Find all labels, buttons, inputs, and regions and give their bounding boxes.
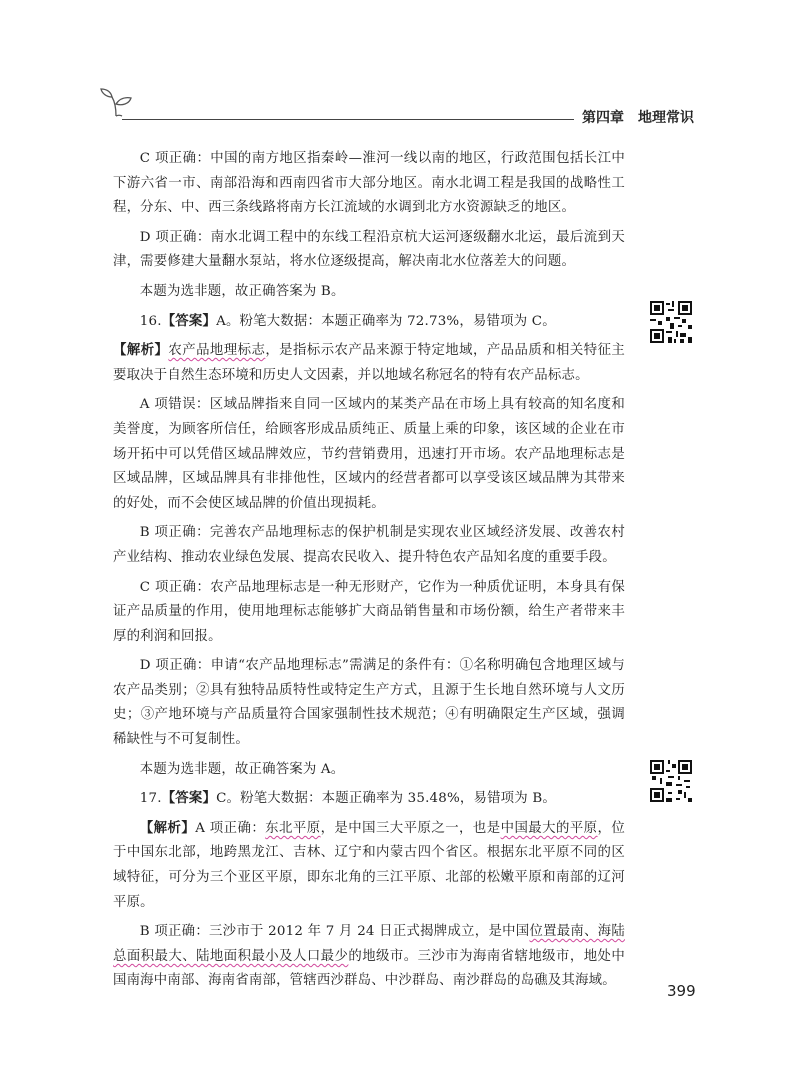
q17-analysis-tag: 【解析】 [139, 820, 196, 836]
q17-answer-text: C。粉笔大数据：本题正确率为 35.48%，易错项为 B。 [216, 791, 556, 807]
chapter-heading [582, 107, 694, 127]
q16-answer-tag: 【答案】 [161, 313, 217, 329]
q17-analysis [113, 817, 625, 915]
paragraph-conclusion-15: 本题为选非题，故正确答案为 B。 [139, 283, 345, 299]
chapter-title: 地理常识 [638, 110, 694, 126]
q17-a-mid: ，是中国三大平原之一，也是 [320, 820, 501, 836]
page-header [0, 0, 800, 130]
q16-analysis-term: 农产品地理标志 [168, 343, 266, 359]
header-rule [122, 119, 574, 120]
q16-answer [113, 310, 625, 335]
q16-option-d: D 项正确：申请“农产品地理标志”需满足的条件有：①名称明确包含地理区域与农产品类别；②具有独特品质特性或特定生产方式，且源于生长地自然环境与人文历史；③产地环境与产品质量符合国家强制性技术规范；④有明确限定生产区域，强调稀缺性与不可复制性。 [113, 658, 625, 748]
q16-analysis [113, 339, 625, 388]
paragraph-d-correct: D 项正确：南水北调工程中的东线工程沿京杭大运河逐级翻水北运，最后流到天津，需要修建大量翻水泵站，将水位逐级提高，解决南北水位落差大的问题。 [113, 229, 625, 270]
page-content [113, 147, 625, 999]
q17-term-northeast-plain: 东北平原 [265, 820, 321, 836]
q16-analysis-text: ，是指标示农产品来源于特定地域，产品品质和相关特征主要取决于自然生态环境和历史人文因素，并以地域名称冠名的特有农产品标志。 [113, 343, 626, 383]
q17-b-term: 位置最南、海陆总面积最大、陆地面积最小及人口最少 [113, 924, 625, 964]
q16-number: 16. [139, 313, 162, 329]
q17-a-rest: ，位于中国东北部，地跨黑龙江、吉林、辽宁和内蒙古四个省区。根据东北平原不同的区域特征，可分为三个亚区平原，即东北角的三江平原、北部的松嫩平原和南部的辽河平原。 [113, 820, 625, 910]
qr-code-icon[interactable] [650, 301, 692, 343]
q16-answer-text: A。粉笔大数据：本题正确率为 72.73%，易错项为 C。 [216, 313, 556, 329]
q17-b-rest: 的地级市。三沙市为海南省辖地级市，地处中国南海中南部、海南省南部，管辖西沙群岛、中沙群岛、南沙群岛的岛礁及其海域。 [113, 948, 625, 989]
q17-term-largest-plain: 中国最大的平原 [500, 820, 598, 836]
q17-answer-tag: 【答案】 [161, 791, 217, 807]
q16-analysis-tag: 【解析】 [113, 343, 169, 359]
q17-a-prefix: A 项正确： [195, 820, 266, 836]
q16-option-a: A 项错误：区域品牌指来自同一区域内的某类产品在市场上具有较高的知名度和美誉度，为顾客所信任，给顾客形成品质纯正、质量上乘的印象，该区域的企业在市场开拓中可以凭借区域品牌效应，节约营销费用，迅速打开市场。农产品地理标志是区域品牌，区域品牌具有非排他性，区域内的经营者都可以享受该区域品牌为其带来的好处，而不会使区域品牌的价值出现损耗。 [113, 397, 625, 511]
paragraph-c-correct: C 项正确：中国的南方地区指秦岭—淮河一线以南的地区，行政范围包括长江中下游六省一市、南部沿海和西南四省市大部分地区。南水北调工程是我国的战略性工程，分东、中、西三条线路将南方长江流域的水调到北方水资源缺乏的地区。 [113, 151, 625, 216]
leaf-icon [98, 88, 134, 118]
q16-conclusion: 本题为选非题，故正确答案为 A。 [139, 761, 345, 777]
page-number: 399 [667, 982, 696, 1000]
qr-code-icon[interactable] [650, 760, 692, 802]
q16-option-b: B 项正确：完善农产品地理标志的保护机制是实现农业区域经济发展、改善农村产业结构、推动农业绿色发展、提高农民收入、提升特色农产品知名度的重要手段。 [113, 525, 625, 565]
q17-number: 17. [139, 791, 162, 807]
chapter-number: 第四章 [582, 110, 624, 126]
q17-option-b [113, 920, 625, 994]
q17-b-prefix: B 项正确：三沙市于 2012 年 7 月 24 日正式揭牌成立，是中国 [139, 924, 530, 940]
q16-option-c: C 项正确：农产品地理标志是一种无形财产，它作为一种质优证明，本身具有保证产品质量的作用，使用地理标志能够扩大商品销售量和市场份额，给生产者带来丰厚的利润和回报。 [113, 579, 625, 644]
q17-answer [113, 787, 625, 812]
